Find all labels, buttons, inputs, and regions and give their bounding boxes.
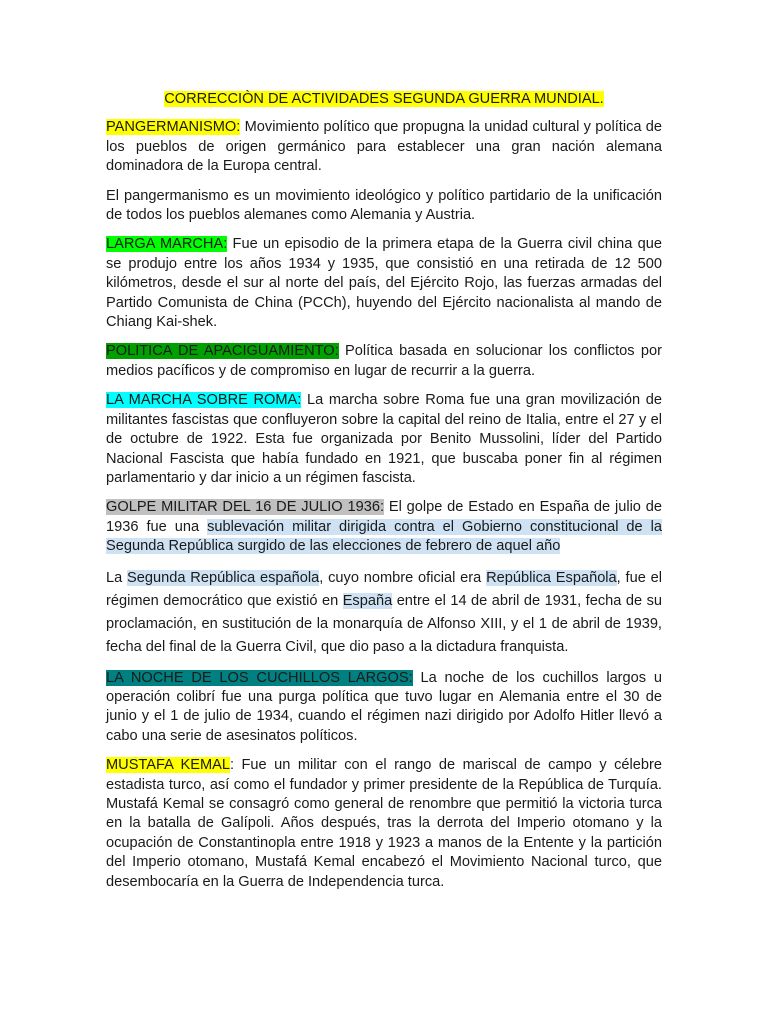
definition-kemal: : Fue un militar con el rango de mariscal de campo y célebre estadista turco, así como el fundador y primer presidente de la República de Turquía. Mustafá Kemal se consagró como general de renombre que permitió la victoria turca en la batalla de Galípoli. Años después, tras la derrota del Imperio otomano y la ocupación de Constantinopla entre 1918 y 1923 a manos de la Entente y la partición del Imperio otomano, Mustafá Kemal encabezó el Movimiento Nacional turco, que desembocaría en la Guerra de Independencia turca.	[106, 757, 662, 890]
republica-text-3: , fue el régimen democrático que existió en	[106, 569, 662, 609]
paragraph-apaciguamiento	[106, 342, 662, 381]
link-espana[interactable]: España	[342, 592, 393, 609]
document-page	[106, 90, 662, 902]
paragraph-pangermanismo	[106, 118, 662, 176]
paragraph-kemal	[106, 756, 662, 892]
term-marcha-roma: LA MARCHA SOBRE ROMA:	[106, 392, 302, 409]
paragraph-cuchillos	[106, 669, 662, 747]
link-segunda-republica[interactable]: Segunda República española	[127, 569, 320, 586]
link-sublevacion[interactable]: sublevación militar dirigida contra el Gobierno constitucional de la Segunda República surgido de las elecciones de febrero de aquel año	[106, 518, 663, 555]
term-golpe: GOLPE MILITAR DEL 16 DE JULIO 1936:	[106, 499, 384, 516]
definition-golpe-a: El golpe de Estado en España de julio de 1936 fue una	[106, 499, 662, 535]
paragraph-pangermanismo-extra: El pangermanismo es un movimiento ideológico y político partidario de la unificación de todos los pueblos alemanes como Alemania y Austria.	[106, 187, 662, 224]
definition-pangermanismo: Movimiento político que propugna la unidad cultural y política de los pueblos de origen germánico para establecer una gran nación alemana dominadora de la Europa central.	[106, 119, 662, 175]
paragraph-larga-marcha	[106, 235, 662, 332]
term-cuchillos: LA NOCHE DE LOS CUCHILLOS LARGOS:	[106, 669, 413, 686]
republica-text-2: , cuyo nombre oficial era	[319, 569, 487, 586]
paragraph-golpe	[106, 498, 662, 556]
definition-apaciguamiento: Política basada en solucionar los conflictos por medios pacíficos y de compromiso en lugar de recurrir a la guerra.	[106, 343, 662, 379]
term-pangermanismo: PANGERMANISMO:	[106, 119, 241, 136]
link-republica-espanola[interactable]: República Española	[486, 569, 617, 586]
republica-text-4: entre el 14 de abril de 1931, fecha de su proclamación, en sustitución de la monarquía de Alfonso XIII, y el 1 de abril de 1939, fecha del final de la Guerra Civil, que dio paso a la dictadura franquista.	[106, 592, 662, 655]
republica-text-1: La	[106, 569, 128, 586]
term-apaciguamiento: POLITICA DE APACIGUAMIENTO:	[106, 343, 339, 360]
definition-larga-marcha: Fue un episodio de la primera etapa de la Guerra civil china que se produjo entre los años 1934 y 1935, que consistió en una retirada de 12 500 kilómetros, desde el sur al norte del país, del Ejército Rojo, las fuerzas armadas del Partido Comunista de China (PCCh), huyendo del Ejército nacionalista al mando de Chiang Kai-shek.	[106, 236, 662, 331]
paragraph-marcha-roma	[106, 391, 662, 488]
definition-cuchillos: La noche de los cuchillos largos u operación colibrí fue una purga política que tuvo lugar en Alemania entre el 30 de junio y el 1 de julio de 1934, cuando el régimen nazi dirigido por Adolfo Hitler llevó a cabo una serie de asesinatos políticos.	[106, 669, 662, 744]
document-title	[106, 90, 662, 109]
term-kemal: MUSTAFA KEMAL	[106, 757, 230, 774]
definition-marcha-roma: La marcha sobre Roma fue una gran movilización de militantes fascistas que confluyeron sobre la capital del reino de Italia, entre el 27 y el de octubre de 1922. Esta fue organizada por Benito Mussolini, líder del Partido Nacional Fascista que había fundado en 1921, que buscaba poner fin al régimen parlamentario y dar inicio a un régimen fascista.	[106, 392, 662, 486]
paragraph-republica	[106, 567, 662, 659]
term-larga-marcha: LARGA MARCHA:	[106, 236, 228, 253]
title-text: CORRECCIÒN DE ACTIVIDADES SEGUNDA GUERRA MUNDIAL.	[164, 91, 604, 107]
